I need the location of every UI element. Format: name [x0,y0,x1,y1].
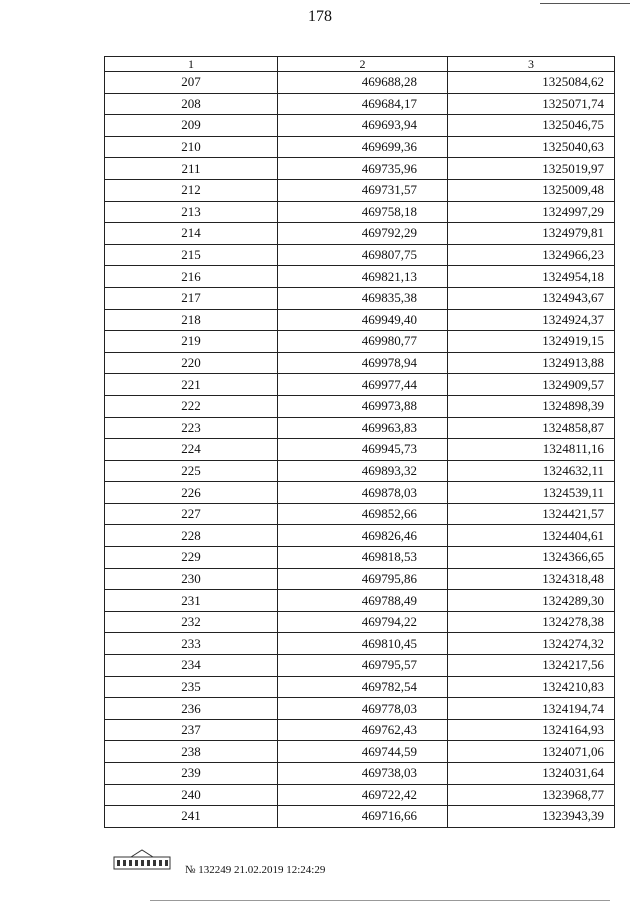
point-number-cell: 237 [105,719,278,741]
table-row [105,244,615,266]
x-coordinate-cell: 469973,88 [278,395,448,417]
table-row [105,179,615,201]
column-header-3: 3 [448,57,615,72]
x-coordinate-cell: 469893,32 [278,460,448,482]
y-coordinate-cell: 1324919,15 [448,331,615,353]
table-row [105,266,615,288]
y-coordinate-cell: 1324164,93 [448,719,615,741]
page-number: 178 [308,8,332,25]
y-coordinate-cell: 1323968,77 [448,784,615,806]
x-coordinate-cell: 469722,42 [278,784,448,806]
column-header-2: 2 [278,57,448,72]
point-number-cell: 207 [105,72,278,94]
table-row [105,72,615,94]
point-number-cell: 221 [105,374,278,396]
y-coordinate-cell: 1324278,38 [448,611,615,633]
y-coordinate-cell: 1324909,57 [448,374,615,396]
y-coordinate-cell: 1324979,81 [448,223,615,245]
table-row [105,395,615,417]
table-row [105,309,615,331]
y-coordinate-cell: 1324913,88 [448,352,615,374]
y-coordinate-cell: 1324404,61 [448,525,615,547]
point-number-cell: 233 [105,633,278,655]
x-coordinate-cell: 469758,18 [278,201,448,223]
x-coordinate-cell: 469762,43 [278,719,448,741]
y-coordinate-cell: 1324632,11 [448,460,615,482]
point-number-cell: 241 [105,806,278,828]
table-row [105,525,615,547]
point-number-cell: 235 [105,676,278,698]
point-number-cell: 220 [105,352,278,374]
y-coordinate-cell: 1325040,63 [448,136,615,158]
table-row [105,568,615,590]
y-coordinate-cell: 1324898,39 [448,395,615,417]
point-number-cell: 222 [105,395,278,417]
y-coordinate-cell: 1324924,37 [448,309,615,331]
point-number-cell: 234 [105,655,278,677]
table-row [105,547,615,569]
coordinates-table [104,56,615,828]
point-number-cell: 228 [105,525,278,547]
x-coordinate-cell: 469735,96 [278,158,448,180]
y-coordinate-cell: 1324366,65 [448,547,615,569]
x-coordinate-cell: 469788,49 [278,590,448,612]
table-row [105,633,615,655]
x-coordinate-cell: 469810,45 [278,633,448,655]
y-coordinate-cell: 1324217,56 [448,655,615,677]
table-row [105,439,615,461]
point-number-cell: 215 [105,244,278,266]
x-coordinate-cell: 469731,57 [278,179,448,201]
table-header-row [105,57,615,72]
x-coordinate-cell: 469826,46 [278,525,448,547]
column-header-1: 1 [105,57,278,72]
point-number-cell: 214 [105,223,278,245]
y-coordinate-cell: 1325046,75 [448,115,615,137]
table-row [105,352,615,374]
x-coordinate-cell: 469693,94 [278,115,448,137]
table-row [105,611,615,633]
table-row [105,287,615,309]
point-number-cell: 208 [105,93,278,115]
x-coordinate-cell: 469835,38 [278,287,448,309]
y-coordinate-cell: 1324943,67 [448,287,615,309]
table-row [105,417,615,439]
point-number-cell: 227 [105,503,278,525]
table-row [105,719,615,741]
table-row [105,741,615,763]
point-number-cell: 211 [105,158,278,180]
x-coordinate-cell: 469852,66 [278,503,448,525]
x-coordinate-cell: 469977,44 [278,374,448,396]
point-number-cell: 224 [105,439,278,461]
point-number-cell: 231 [105,590,278,612]
table-row [105,655,615,677]
point-number-cell: 240 [105,784,278,806]
table-row [105,201,615,223]
point-number-cell: 238 [105,741,278,763]
document-registration-stamp: № 132249 21.02.2019 12:24:29 [185,864,326,876]
y-coordinate-cell: 1325009,48 [448,179,615,201]
x-coordinate-cell: 469744,59 [278,741,448,763]
table-row [105,158,615,180]
y-coordinate-cell: 1324194,74 [448,698,615,720]
x-coordinate-cell: 469716,66 [278,806,448,828]
table-row [105,331,615,353]
point-number-cell: 230 [105,568,278,590]
x-coordinate-cell: 469878,03 [278,482,448,504]
x-coordinate-cell: 469818,53 [278,547,448,569]
y-coordinate-cell: 1324997,29 [448,201,615,223]
point-number-cell: 219 [105,331,278,353]
x-coordinate-cell: 469978,94 [278,352,448,374]
x-coordinate-cell: 469684,17 [278,93,448,115]
x-coordinate-cell: 469738,03 [278,763,448,785]
table-row [105,136,615,158]
table-row [105,115,615,137]
y-coordinate-cell: 1324858,87 [448,417,615,439]
point-number-cell: 229 [105,547,278,569]
table-row [105,503,615,525]
y-coordinate-cell: 1325019,97 [448,158,615,180]
y-coordinate-cell: 1324318,48 [448,568,615,590]
x-coordinate-cell: 469795,57 [278,655,448,677]
y-coordinate-cell: 1325084,62 [448,72,615,94]
table-row [105,460,615,482]
y-coordinate-cell: 1324274,32 [448,633,615,655]
x-coordinate-cell: 469795,86 [278,568,448,590]
table-row [105,374,615,396]
table-row [105,806,615,828]
y-coordinate-cell: 1323943,39 [448,806,615,828]
y-coordinate-cell: 1324811,16 [448,439,615,461]
scan-artifact [540,3,630,4]
x-coordinate-cell: 469807,75 [278,244,448,266]
table-row [105,482,615,504]
table-row [105,590,615,612]
table-row [105,223,615,245]
table-row [105,698,615,720]
x-coordinate-cell: 469821,13 [278,266,448,288]
x-coordinate-cell: 469980,77 [278,331,448,353]
point-number-cell: 209 [105,115,278,137]
y-coordinate-cell: 1324539,11 [448,482,615,504]
table-row [105,676,615,698]
x-coordinate-cell: 469699,36 [278,136,448,158]
x-coordinate-cell: 469782,54 [278,676,448,698]
y-coordinate-cell: 1324966,23 [448,244,615,266]
y-coordinate-cell: 1325071,74 [448,93,615,115]
x-coordinate-cell: 469963,83 [278,417,448,439]
point-number-cell: 236 [105,698,278,720]
point-number-cell: 225 [105,460,278,482]
x-coordinate-cell: 469688,28 [278,72,448,94]
x-coordinate-cell: 469945,73 [278,439,448,461]
y-coordinate-cell: 1324421,57 [448,503,615,525]
table-row [105,784,615,806]
y-coordinate-cell: 1324071,06 [448,741,615,763]
table-row [105,763,615,785]
point-number-cell: 216 [105,266,278,288]
point-number-cell: 223 [105,417,278,439]
y-coordinate-cell: 1324031,64 [448,763,615,785]
point-number-cell: 218 [105,309,278,331]
building-stamp-icon [113,848,171,870]
x-coordinate-cell: 469778,03 [278,698,448,720]
x-coordinate-cell: 469792,29 [278,223,448,245]
y-coordinate-cell: 1324954,18 [448,266,615,288]
y-coordinate-cell: 1324289,30 [448,590,615,612]
point-number-cell: 226 [105,482,278,504]
x-coordinate-cell: 469794,22 [278,611,448,633]
point-number-cell: 210 [105,136,278,158]
point-number-cell: 212 [105,179,278,201]
table-row [105,93,615,115]
point-number-cell: 217 [105,287,278,309]
y-coordinate-cell: 1324210,83 [448,676,615,698]
x-coordinate-cell: 469949,40 [278,309,448,331]
point-number-cell: 213 [105,201,278,223]
point-number-cell: 232 [105,611,278,633]
point-number-cell: 239 [105,763,278,785]
scan-artifact [150,900,610,901]
